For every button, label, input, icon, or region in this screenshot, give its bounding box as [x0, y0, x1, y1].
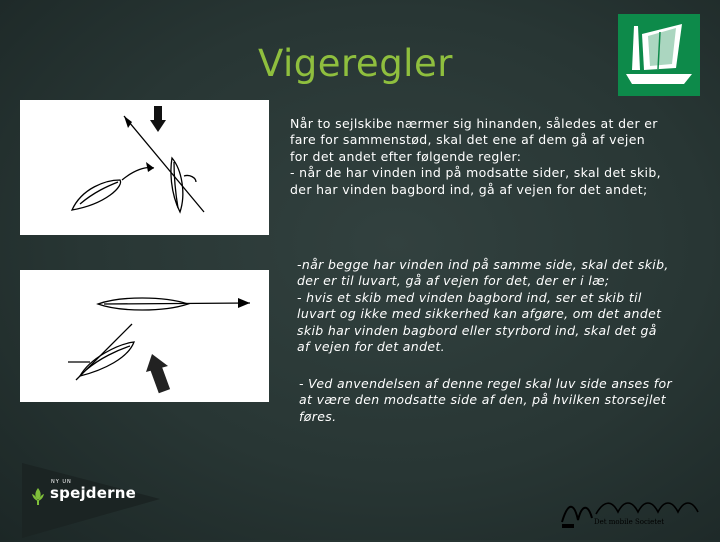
text-line: Når to sejlskibe nærmer sig hinanden, således at der er — [290, 116, 658, 131]
text-line: fare for sammenstød, skal det ene af dem gå af vejen — [290, 132, 646, 148]
rule-text-same-tack — [297, 257, 707, 355]
brand-small-text: NY UN — [51, 479, 72, 485]
text-line: at være den modsatte side af den, på hvilken storsejlet — [299, 392, 667, 408]
diagram-opposite-tacks — [20, 100, 269, 235]
text-line: føres. — [299, 408, 337, 424]
wind-arrow-icon — [150, 106, 166, 132]
brand-name: spejderne — [50, 484, 136, 502]
text-line: - når de har vinden ind på modsatte sider, skal det skib, — [290, 165, 661, 181]
wind-arrow-icon — [146, 354, 170, 393]
text-line: der er til luvart, gå af vejen for det, der er i læ; — [297, 273, 610, 289]
text-line: skib har vinden bagbord eller styrbord ind, skal det gå — [297, 322, 657, 338]
text-line: luvart og ikke med sikkerhed kan afgøre, om det andet — [297, 306, 662, 322]
text-line: der har vinden bagbord ind, gå af vejen for det andet; — [290, 181, 648, 197]
rule-text-windward-side — [299, 376, 709, 425]
diagram-same-tack — [20, 270, 269, 402]
text-line: - hvis et skib med vinden bagbord ind, ser et skib til — [297, 289, 642, 305]
society-name: Det mobile Societet — [594, 518, 665, 526]
wave-icon — [560, 498, 710, 532]
rule-text-opposite-tacks — [290, 116, 700, 198]
text-line: - Ved anvendelsen af denne regel skal luv side anses for — [299, 376, 673, 391]
text-line: -når begge har vinden ind på samme side, skal det skib, — [297, 257, 669, 272]
scout-lily-icon — [30, 486, 46, 506]
sailboat-logo — [618, 14, 700, 96]
text-line: for det andet efter følgende regler: — [290, 148, 522, 164]
slide-title: Vigeregler — [258, 42, 453, 85]
sailboat-logo-icon — [618, 14, 700, 96]
text-line: af vejen for det andet. — [297, 339, 445, 355]
